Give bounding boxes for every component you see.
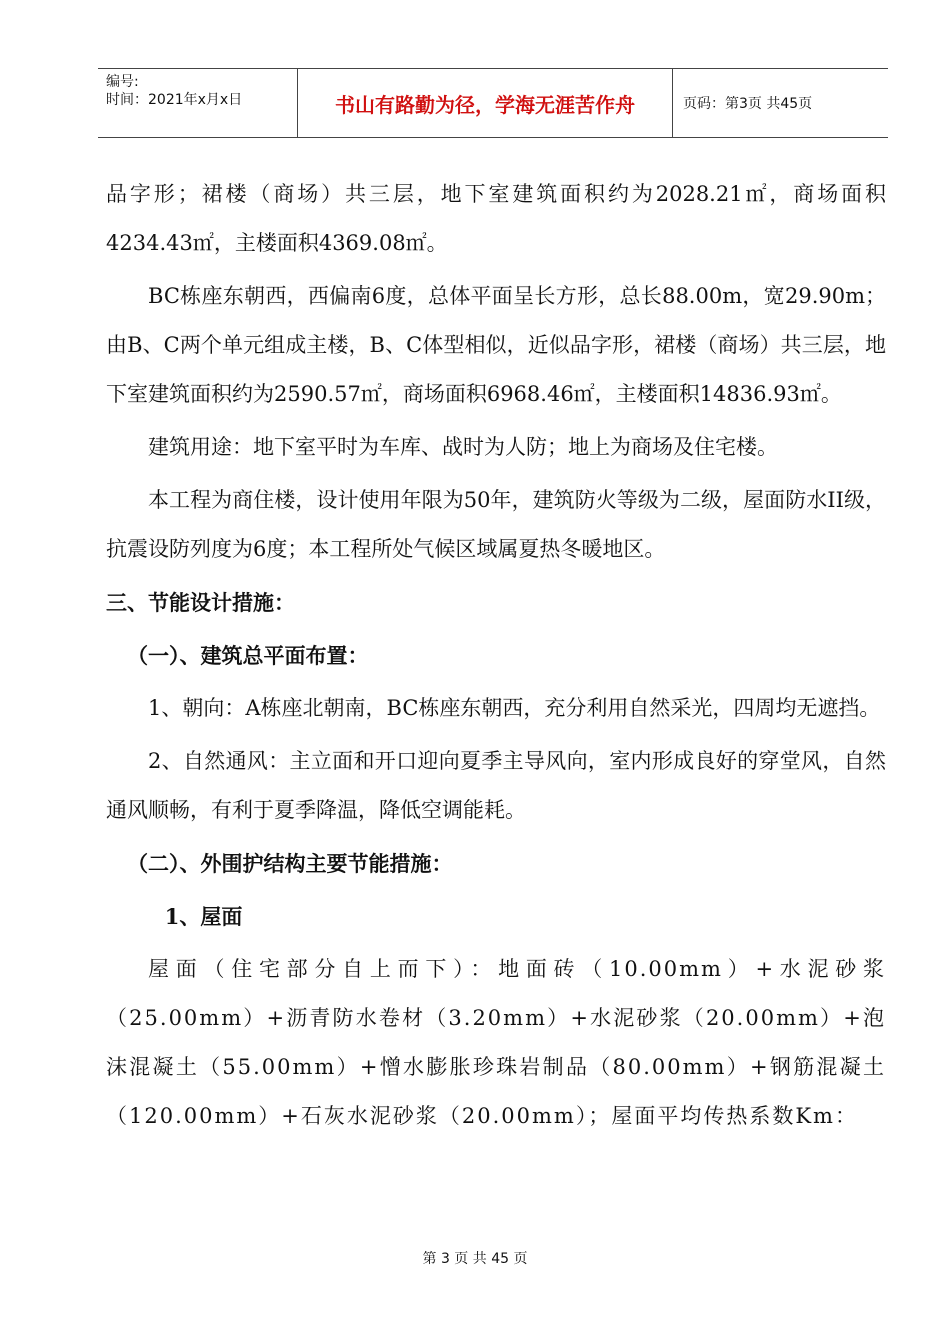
paragraph: 1、朝向：A栋座北朝南，BC栋座东朝西，充分利用自然采光，四周均无遮挡。 bbox=[148, 696, 881, 720]
section-heading: 三、节能设计措施： bbox=[106, 590, 295, 615]
paragraph: 建筑用途：地下室平时为车库、战时为人防；地上为商场及住宅楼。 bbox=[148, 435, 778, 459]
number-label: 编号: bbox=[106, 74, 139, 90]
subsection-heading: （一）、建筑总平面布置： bbox=[127, 643, 369, 668]
paragraph: 本工程为商住楼，设计使用年限为50年，建筑防火等级为二级，屋面防水II级，抗震设防列度为6度；本工程所处气候区域属夏热冬暖地区。 bbox=[106, 488, 886, 561]
document-body bbox=[106, 170, 886, 1141]
header-page-info: 页码：第3页 共45页 bbox=[683, 96, 813, 112]
paragraph: 品字形；裙楼（商场）共三层，地下室建筑面积约为2028.21㎡，商场面积4234.43㎡，主楼面积4369.08㎡。 bbox=[106, 182, 886, 255]
page-header bbox=[98, 68, 888, 138]
item-heading: 1、屋面 bbox=[164, 904, 243, 929]
header-meta bbox=[98, 69, 298, 137]
time-label: 时间：2021年x月x日 bbox=[106, 92, 243, 108]
paragraph: BC栋座东朝西，西偏南6度，总体平面呈长方形，总长88.00m，宽29.90m；由B、C两个单元组成主楼，B、C体型相似，近似品字形，裙楼（商场）共三层，地下室建筑面积约为2590.57㎡，商场面积6968.46㎡，主楼面积14836.93㎡。 bbox=[106, 284, 886, 406]
page-footer: 第 3 页 共 45 页 bbox=[422, 1251, 528, 1267]
paragraph: 屋面（住宅部分自上而下）：地面砖（10.00mm）+水泥砂浆（25.00mm）+沥青防水卷材（3.20mm）+水泥砂浆（20.00mm）+泡沫混凝土（55.00mm）+憎水膨胀珍珠岩制品（80.00mm）+钢筋混凝土（120.00mm）+石灰水泥砂浆（20.00mm）；屋面平均传热系数Km： bbox=[106, 957, 886, 1128]
subsection-heading: （二）、外围护结构主要节能措施： bbox=[127, 851, 453, 876]
paragraph: 2、自然通风：主立面和开口迎向夏季主导风向，室内形成良好的穿堂风，自然通风顺畅，有利于夏季降温，降低空调能耗。 bbox=[106, 749, 886, 822]
header-motto: 书山有路勤为径，学海无涯苦作舟 bbox=[298, 69, 673, 137]
